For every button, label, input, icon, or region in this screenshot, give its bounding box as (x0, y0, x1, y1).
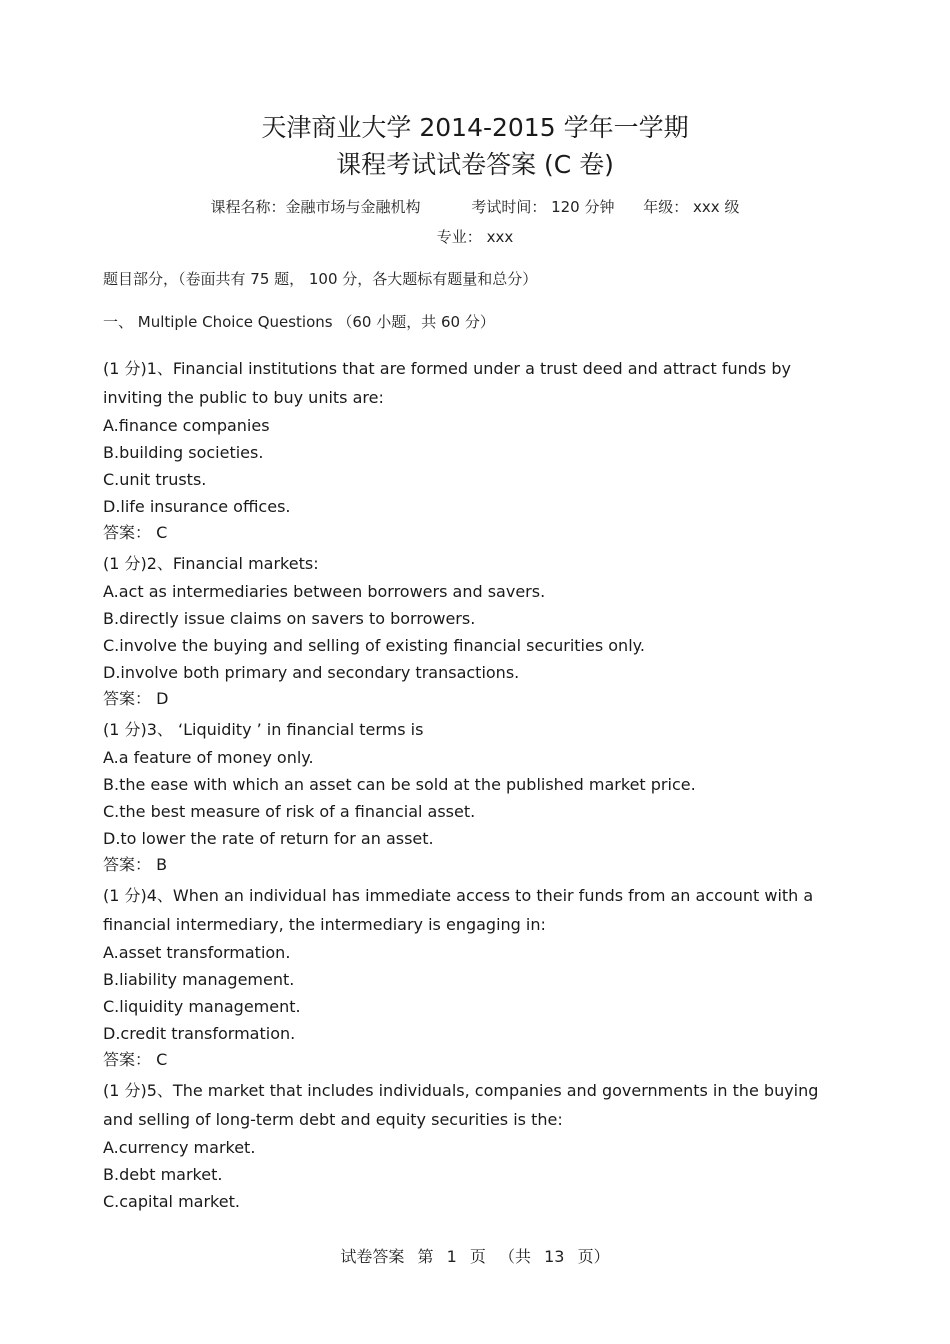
question-stem: (1 分)4、When an individual has immediate access to their funds from an account with a financial intermediary, the intermediary is engaging in: (103, 886, 814, 934)
option-c: C.unit trusts. (103, 470, 207, 489)
question-stem: (1 分)1、Financial institutions that are formed under a trust deed and attract funds by inviting the public to buy units are: (103, 359, 791, 407)
option-b: B.debt market. (103, 1165, 223, 1184)
footer-page-number: 1 (446, 1247, 457, 1266)
option-d: D.credit transformation. (103, 1024, 296, 1043)
page-footer (0, 1244, 950, 1267)
answer: 答案： D (103, 689, 169, 708)
option-b: B.liability management. (103, 970, 295, 989)
question-item (103, 881, 838, 1072)
footer-page-unit: 页 (469, 1247, 486, 1266)
option-a: A.a feature of money only. (103, 748, 314, 767)
course-name: 课程名称：金融市场与金融机构 (210, 198, 421, 216)
answer: 答案： C (103, 523, 168, 542)
question-item (103, 1076, 838, 1215)
option-d: D.to lower the rate of return for an asset. (103, 829, 434, 848)
major-info (0, 226, 950, 247)
exam-time: 考试时间： 120 分钟 (471, 198, 615, 216)
option-c: C.the best measure of risk of a financial asset. (103, 802, 476, 821)
option-d: D.involve both primary and secondary transactions. (103, 663, 520, 682)
option-a: A.finance companies (103, 416, 270, 435)
option-b: B.building societies. (103, 443, 264, 462)
question-item (103, 549, 838, 711)
question-stem: (1 分)3、 ‘Liquidity ’ in financial terms is (103, 720, 424, 739)
footer-total-pages: 13 (544, 1247, 565, 1266)
footer-page-prefix: 第 (417, 1247, 434, 1266)
option-a: A.currency market. (103, 1138, 256, 1157)
question-stem: (1 分)2、Financial markets: (103, 554, 319, 573)
exam-title-line1: 天津商业大学 2014-2015 学年一学期 (261, 113, 689, 142)
question-item (103, 715, 838, 877)
option-c: C.involve the buying and selling of existing financial securities only. (103, 636, 645, 655)
grade: 年级： xxx 级 (643, 198, 740, 216)
question-list (103, 354, 838, 1215)
major: 专业： xxx (436, 228, 514, 246)
course-info (0, 196, 950, 217)
part-heading: 一、 Multiple Choice Questions （60 小题，共 60 分） (103, 313, 495, 331)
option-b: B.the ease with which an asset can be sold at the published market price. (103, 775, 696, 794)
question-stem: (1 分)5、The market that includes individuals, companies and governments in the buying and selling of long-term debt and equity securities is the: (103, 1081, 819, 1129)
answer: 答案： C (103, 1050, 168, 1069)
footer-label: 试卷答案 (340, 1247, 405, 1266)
option-a: A.act as intermediaries between borrowers and savers. (103, 582, 546, 601)
option-b: B.directly issue claims on savers to borrowers. (103, 609, 476, 628)
footer-total-prefix: （共 (499, 1247, 532, 1266)
option-d: D.life insurance offices. (103, 497, 291, 516)
footer-total-suffix: 页） (577, 1247, 610, 1266)
answer: 答案： B (103, 855, 168, 874)
option-c: C.capital market. (103, 1192, 240, 1211)
option-a: A.asset transformation. (103, 943, 291, 962)
exam-intro: 题目部分，（卷面共有 75 题， 100 分，各大题标有题量和总分） (103, 270, 538, 288)
option-c: C.liquidity management. (103, 997, 301, 1016)
question-item (103, 354, 838, 545)
exam-title-line2: 课程考试试卷答案 (C 卷) (336, 150, 614, 179)
